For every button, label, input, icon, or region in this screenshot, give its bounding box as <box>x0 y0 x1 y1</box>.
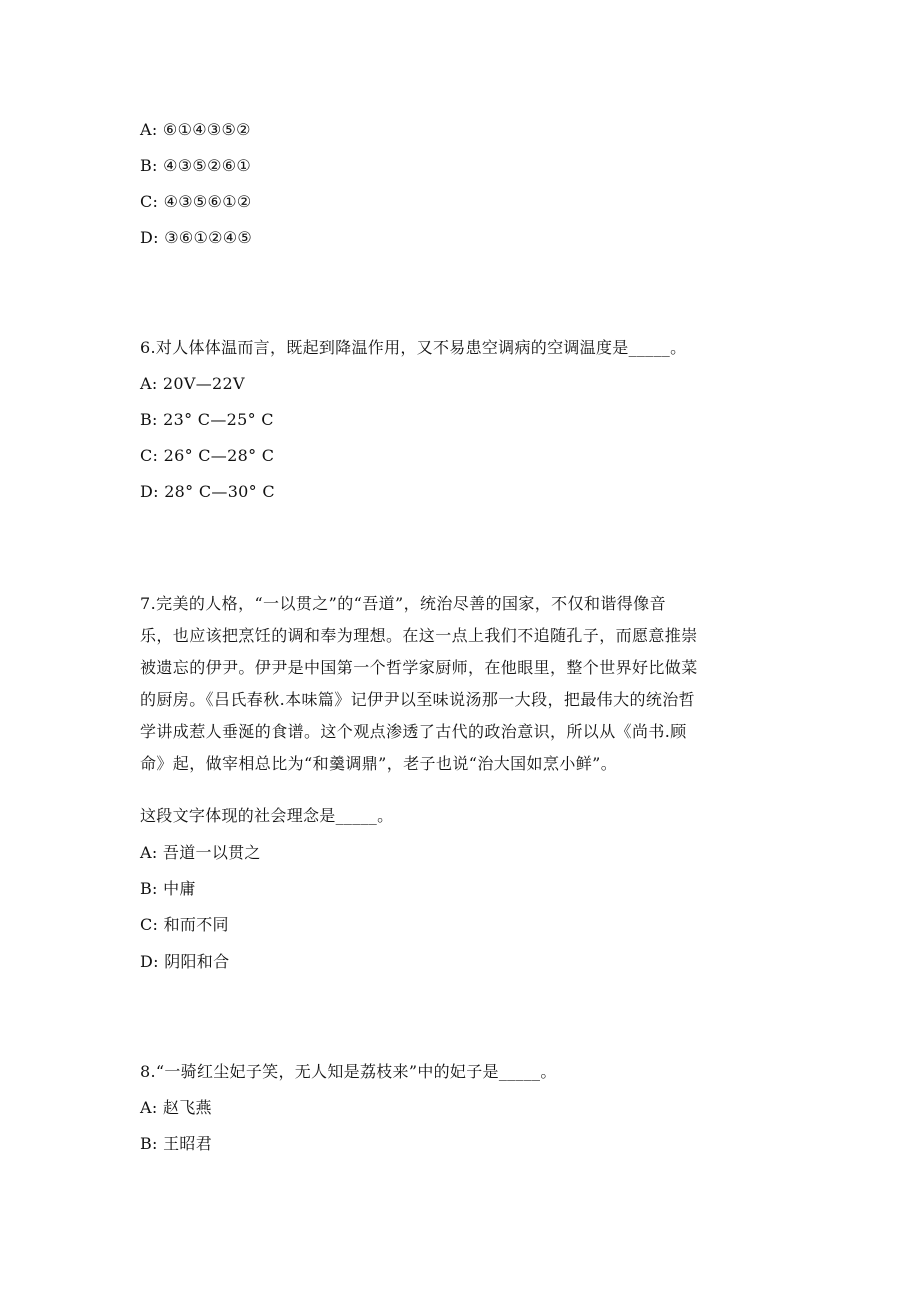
q5-option-b: B: ④③⑤②⑥① <box>140 156 251 175</box>
q5-option-d: D: ③⑥①②④⑤ <box>140 228 253 247</box>
q7-option-c: C: 和而不同 <box>140 915 229 934</box>
q6-option-b: B: 23° C—25° C <box>140 410 274 429</box>
q7-question: 这段文字体现的社会理念是_____。 <box>140 806 394 825</box>
q8-option-a: A: 赵飞燕 <box>140 1098 212 1117</box>
q5-option-a: A: ⑥①④③⑤② <box>140 120 251 139</box>
q7-option-a: A: 吾道一以贯之 <box>140 843 261 862</box>
q6-option-c: C: 26° C—28° C <box>140 446 275 465</box>
q5-option-c: C: ④③⑤⑥①② <box>140 192 252 211</box>
q7-stem-line: 乐，也应该把烹饪的调和奉为理想。在这一点上我们不追随孔子，而愿意推崇 <box>140 626 698 645</box>
q6-stem: 6.对人体体温而言，既起到降温作用，又不易患空调病的空调温度是_____。 <box>140 338 687 357</box>
q7-passage <box>140 588 780 780</box>
q8-stem: 8.“一骑红尘妃子笑，无人知是荔枝来”中的妃子是_____。 <box>140 1062 557 1081</box>
q7-option-d: D: 阴阳和合 <box>140 952 230 971</box>
q7-stem-line: 的厨房。《吕氏春秋.本味篇》记伊尹以至味说汤那一大段，把最伟大的统治哲 <box>140 690 696 709</box>
q6-option-d: D: 28° C—30° C <box>140 482 275 501</box>
q7-stem-line: 被遗忘的伊尹。伊尹是中国第一个哲学家厨师，在他眼里，整个世界好比做菜 <box>140 658 698 677</box>
q8-option-b: B: 王昭君 <box>140 1134 213 1153</box>
q7-stem-line: 学讲成惹人垂涎的食谱。这个观点渗透了古代的政治意识，所以从《尚书.顾 <box>140 722 687 741</box>
q7-stem-line: 7.完美的人格，“一以贯之”的“吾道”，统治尽善的国家，不仅和谐得像音 <box>140 594 666 613</box>
q6-option-a: A: 20V—22V <box>140 374 245 393</box>
q7-stem-line: 命》起，做宰相总比为“和羹调鼎”，老子也说“治大国如烹小鲜”。 <box>140 754 618 773</box>
q7-option-b: B: 中庸 <box>140 879 196 898</box>
